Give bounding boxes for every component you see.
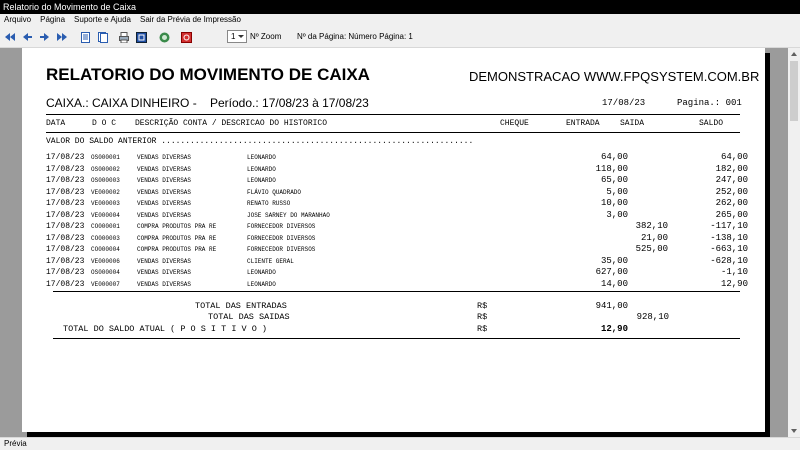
row-historico: FLÁVIO QUADRADO (247, 188, 302, 196)
row-entrada: 118,00 (595, 163, 628, 174)
row-entrada: 64,00 (600, 152, 628, 162)
row-saida: 382,10 (635, 221, 668, 231)
row-saldo: -628,10 (710, 255, 748, 266)
menu-bar (0, 14, 800, 26)
row-historico: LEONARDO (247, 177, 276, 184)
row-doc: VE000002 (91, 188, 120, 196)
report-page (22, 48, 765, 432)
table-row (22, 279, 765, 290)
row-saldo: -117,10 (710, 221, 748, 231)
row-entrada: 65,00 (600, 175, 628, 185)
table-row (22, 233, 765, 244)
col-saida: SAIDA (620, 119, 645, 128)
row-doc: OS000001 (91, 154, 120, 161)
first-page-icon[interactable] (5, 30, 16, 44)
row-conta: COMPRA PRODUTOS PRA RE (137, 246, 217, 253)
row-conta: VENDAS DIVERSAS (137, 280, 192, 288)
row-date: 17/08/23 (46, 256, 85, 266)
row-historico: LEONARDO (247, 165, 276, 173)
col-cheque: CHEQUE (500, 119, 529, 128)
row-historico: LEONARDO (247, 280, 276, 288)
prev-page-icon[interactable] (23, 30, 32, 44)
zoom-label: Nº Zoom (250, 32, 282, 41)
table-row (22, 267, 765, 278)
row-saida: 21,00 (640, 232, 668, 243)
caixa-line: CAIXA.: CAIXA DINHEIRO - (46, 96, 197, 110)
row-entrada: 35,00 (600, 255, 628, 266)
table-row (22, 210, 765, 221)
row-doc: CO000004 (91, 246, 120, 253)
row-date: 17/08/23 (46, 245, 85, 254)
row-historico: JOSE SARNEY DO MARANHAO (247, 211, 330, 219)
saldo-anterior: VALOR DO SALDO ANTERIOR ................................................................. (46, 137, 474, 146)
row-saldo: 265,00 (715, 209, 748, 220)
total-saldo-value: 12,90 (600, 324, 628, 334)
row-saldo: 252,00 (715, 186, 748, 197)
menu-sair[interactable]: Sair da Prévia de Impressão (139, 15, 241, 24)
row-doc: VE000006 (91, 257, 120, 265)
report-date: 17/08/23 (602, 98, 646, 108)
row-entrada: 5,00 (606, 186, 628, 197)
row-historico: LEONARDO (247, 154, 276, 161)
row-conta: COMPRA PRODUTOS PRA RE (137, 223, 217, 230)
col-data: DATA (46, 119, 66, 128)
two-page-icon[interactable] (98, 30, 108, 44)
page-number: Pagina.: 001 (677, 98, 742, 108)
total-saidas-value: 928,10 (636, 312, 669, 322)
row-historico: FORNECEDOR DIVERSOS (247, 234, 316, 242)
header-rule-top (46, 114, 740, 115)
table-row (22, 187, 765, 198)
page-number-label: Nº da Página: Número Página: 1 (297, 32, 413, 41)
row-saldo: 182,00 (715, 163, 748, 174)
table-row (22, 244, 765, 255)
row-saida: 525,00 (635, 244, 668, 254)
menu-suporte[interactable]: Suporte e Ajuda (74, 15, 131, 24)
row-entrada: 3,00 (606, 209, 628, 220)
table-row (22, 175, 765, 186)
row-conta: VENDAS DIVERSAS (137, 177, 192, 184)
row-conta: VENDAS DIVERSAS (137, 188, 192, 196)
table-row (22, 152, 765, 163)
row-date: 17/08/23 (46, 187, 85, 197)
row-entrada: 627,00 (595, 267, 628, 277)
scroll-down-icon[interactable] (791, 429, 797, 433)
row-date: 17/08/23 (46, 279, 85, 289)
row-historico: LEONARDO (247, 269, 276, 276)
row-conta: VENDAS DIVERSAS (137, 165, 192, 173)
zoom-select[interactable]: 1 (227, 30, 247, 43)
vertical-scrollbar[interactable] (788, 48, 800, 437)
row-saldo: -138,10 (710, 232, 748, 243)
export-icon[interactable] (159, 30, 170, 44)
row-conta: VENDAS DIVERSAS (137, 257, 192, 265)
row-doc: VE000004 (91, 211, 120, 219)
header-rule-bottom (46, 132, 740, 133)
row-date: 17/08/23 (46, 222, 85, 231)
row-date: 17/08/23 (46, 268, 85, 277)
row-saldo: -1,10 (720, 267, 748, 277)
table-row (22, 221, 765, 232)
total-entradas-value: 941,00 (595, 301, 628, 311)
row-saldo: 247,00 (715, 175, 748, 185)
total-saidas-label: TOTAL DAS SAIDAS (208, 312, 290, 322)
scroll-thumb[interactable] (790, 61, 798, 121)
menu-arquivo[interactable]: Arquivo (4, 15, 32, 24)
table-row (22, 198, 765, 209)
row-entrada: 10,00 (600, 198, 628, 208)
row-historico: FORNECEDOR DIVERSOS (247, 246, 316, 253)
total-entradas-currency: R$ (477, 301, 488, 311)
row-entrada: 14,00 (600, 278, 628, 289)
row-conta: COMPRA PRODUTOS PRA RE (137, 234, 217, 242)
row-conta: VENDAS DIVERSAS (137, 269, 192, 276)
row-historico: CLIENTE GERAL (247, 257, 294, 265)
row-date: 17/08/23 (46, 210, 85, 220)
row-saldo: 262,00 (715, 198, 748, 208)
row-doc: OS000004 (91, 269, 120, 276)
row-date: 17/08/23 (46, 233, 85, 243)
window-title: Relatorio do Movimento de Caixa (0, 0, 800, 14)
total-saidas-currency: R$ (477, 312, 488, 322)
company-name: DEMONSTRACAO WWW.FPQSYSTEM.COM.BR (469, 69, 760, 84)
row-saldo: -663,10 (710, 244, 748, 254)
table-row (22, 164, 765, 175)
period-line: Período.: 17/08/23 à 17/08/23 (210, 96, 369, 110)
scroll-up-icon[interactable] (791, 52, 797, 56)
row-conta: VENDAS DIVERSAS (137, 200, 192, 207)
row-historico: FORNECEDOR DIVERSOS (247, 223, 316, 230)
row-doc: CO000003 (91, 234, 120, 242)
report-title: RELATORIO DO MOVIMENTO DE CAIXA (46, 65, 370, 84)
row-saldo: 64,00 (720, 152, 748, 162)
row-doc: OS000003 (91, 177, 120, 184)
row-date: 17/08/23 (46, 199, 85, 208)
print-setup-icon[interactable] (119, 30, 129, 44)
print-icon[interactable] (136, 30, 147, 44)
row-date: 17/08/23 (46, 176, 85, 185)
total-saldo-currency: R$ (477, 324, 488, 334)
col-doc: D O C (92, 119, 117, 128)
col-entrada: ENTRADA (566, 119, 600, 128)
total-entradas-label: TOTAL DAS ENTRADAS (195, 301, 287, 311)
col-saldo: SALDO (699, 119, 724, 128)
row-date: 17/08/23 (46, 164, 85, 174)
close-preview-icon[interactable] (181, 30, 192, 44)
row-doc: OS000002 (91, 165, 120, 173)
row-conta: VENDAS DIVERSAS (137, 211, 192, 219)
final-rule (53, 338, 740, 339)
menu-pagina[interactable]: Página (40, 15, 66, 24)
row-doc: VE000003 (91, 200, 120, 207)
total-saldo-label: TOTAL DO SALDO ATUAL ( P O S I T I V O ) (63, 324, 268, 334)
row-doc: CO000001 (91, 223, 120, 230)
preview-viewport[interactable] (0, 48, 788, 437)
totals-rule (53, 291, 740, 292)
row-saldo: 12,90 (720, 278, 748, 289)
col-descricao: DESCRIÇÃO CONTA / DESCRICAO DO HISTORICO (135, 119, 328, 128)
table-row (22, 256, 765, 267)
row-date: 17/08/23 (46, 153, 85, 162)
row-conta: VENDAS DIVERSAS (137, 154, 192, 161)
row-historico: RENATO RUSSO (247, 200, 291, 207)
status-bar: Prévia (0, 437, 800, 450)
row-doc: VE000007 (91, 280, 120, 288)
next-page-icon[interactable] (40, 30, 49, 44)
page-view-icon[interactable] (81, 30, 90, 44)
last-page-icon[interactable] (57, 30, 68, 44)
